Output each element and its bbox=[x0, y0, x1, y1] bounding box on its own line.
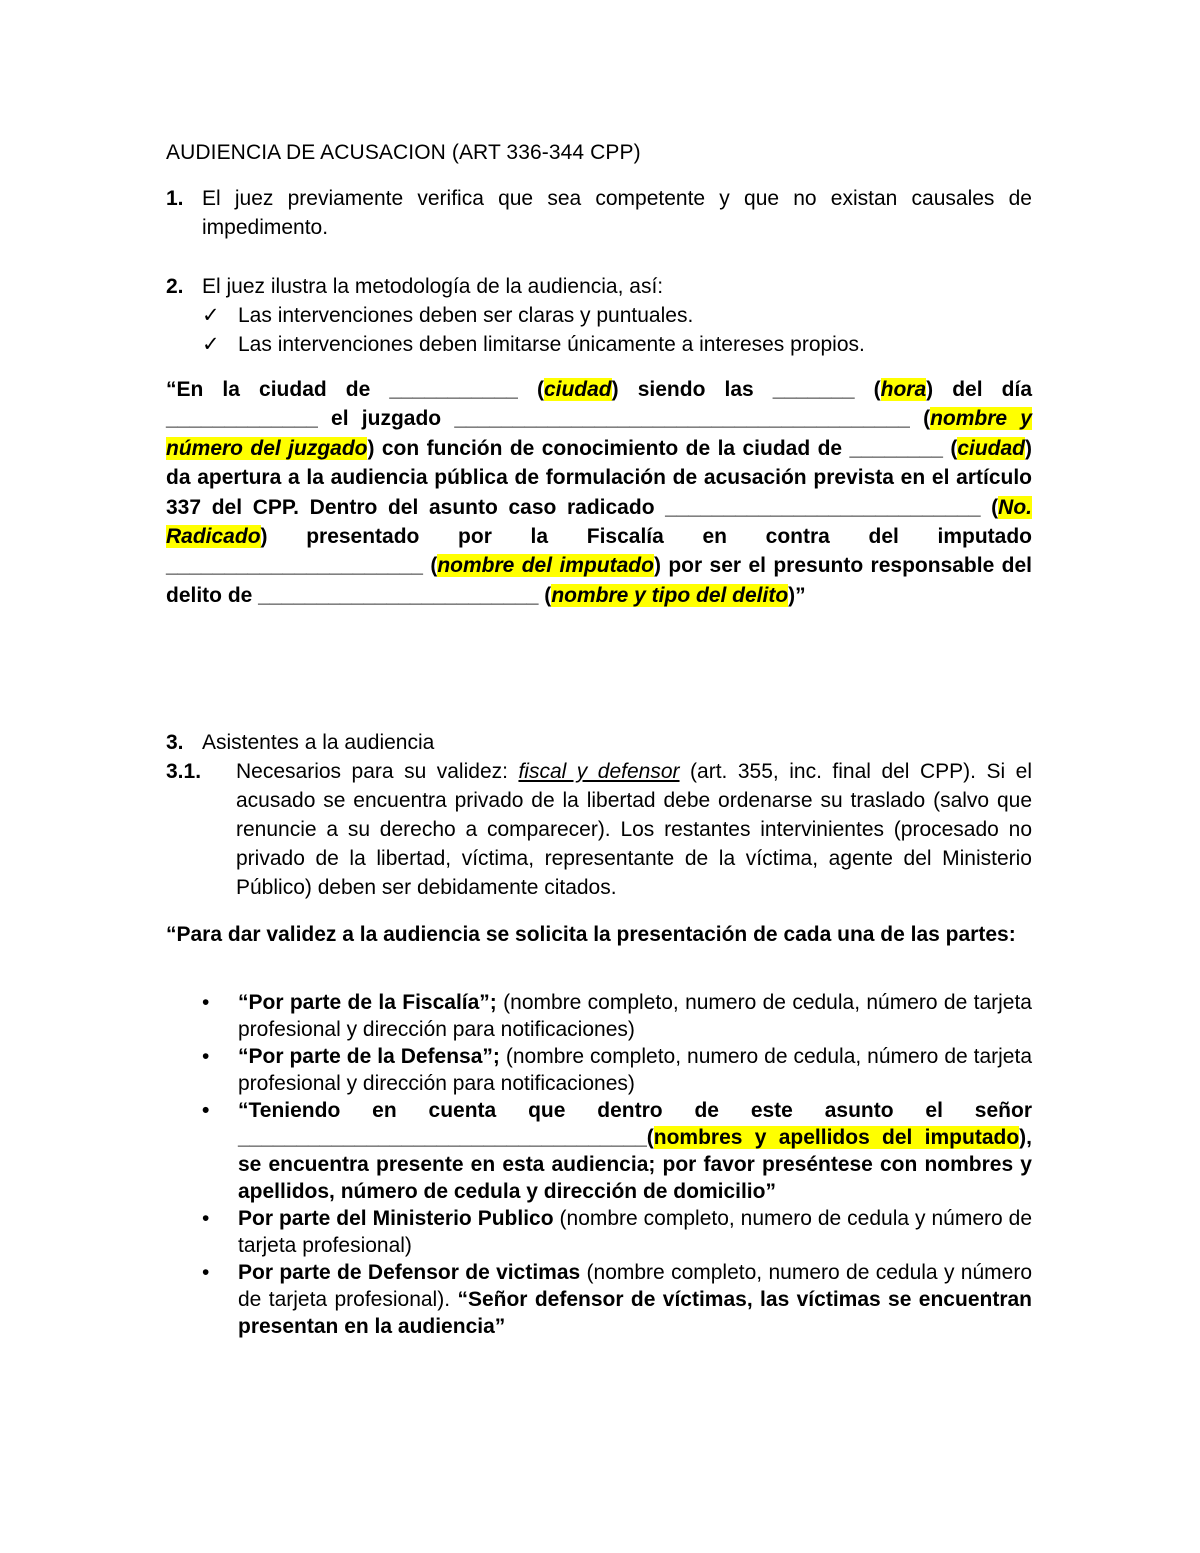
opening-quote: “En la ciudad de ___________ (ciudad) siendo las _______ (hora) del día _____________ el juzgado _______________________________________ (nombre y número del juzgado) con función de conocimiento de la ciudad de ________ (ciudad) da apertura a la audiencia pública de formulación de acusación prevista en el artículo 337 del CPP. Dentro del asunto caso radicado ___________________________ (No. Radicado) presentado por la Fiscalía en contra del imputado ______________________ (nombre del imputado) por ser el presunto responsable del delito de ________________________ (nombre y tipo del delito)” bbox=[166, 378, 1032, 607]
bullet-icon: • bbox=[202, 991, 210, 1014]
checkmark-icon: ✓ bbox=[202, 304, 220, 327]
validity-quote: “Para dar validez a la audiencia se solicita la presentación de cada una de las partes: bbox=[166, 923, 1016, 946]
placeholder-highlight: nombre y número del juzgado bbox=[166, 407, 1032, 460]
item-number: 3.1. bbox=[166, 760, 202, 783]
bullet-item-victimas: • Por parte de Defensor de victimas (nombre completo, numero de cedula y número de tarjeta profesional). “Señor defensor de víctimas, las víctimas se encuentran presentan en la audiencia” bbox=[202, 1261, 1032, 1338]
item-number: 2. bbox=[166, 275, 184, 298]
checklist bbox=[202, 301, 1032, 359]
list-item-3-1 bbox=[166, 757, 1032, 902]
underlined-text: fiscal y defensor bbox=[518, 760, 680, 783]
bullet-list bbox=[202, 989, 1032, 1340]
bullet-icon: • bbox=[202, 1045, 210, 1068]
item-number: 1. bbox=[166, 187, 184, 210]
bullet-item-imputado: • “Teniendo en cuenta que dentro de este asunto el señor ___________________________________(nombres y apellidos del imputado), se encuentra presente en esta audiencia; por favor preséntese con nombres y apellidos, número de cedula y dirección de domicilio” bbox=[202, 1099, 1032, 1203]
list-item-3 bbox=[166, 728, 1032, 757]
checkmark-icon: ✓ bbox=[202, 333, 220, 356]
placeholder-highlight: ciudad bbox=[957, 436, 1025, 460]
checklist-item: ✓ Las intervenciones deben ser claras y puntuales. bbox=[202, 301, 1032, 330]
bullet-item-fiscalia: • “Por parte de la Fiscalía”; (nombre completo, numero de cedula, número de tarjeta profesional y dirección para notificaciones) bbox=[202, 991, 1032, 1041]
placeholder-highlight: nombres y apellidos del imputado bbox=[653, 1126, 1020, 1149]
bullet-item-defensa: • “Por parte de la Defensa”; (nombre completo, numero de cedula, número de tarjeta profesional y dirección para notificaciones) bbox=[202, 1045, 1032, 1095]
placeholder-highlight: hora bbox=[880, 378, 927, 401]
placeholder-highlight: ciudad bbox=[543, 378, 612, 401]
item-text: Necesarios para su validez: fiscal y defensor (art. 355, inc. final del CPP). Si el acusado se encuentra privado de la libertad debe ordenarse su traslado (salvo que renuncie a su derecho a comparecer). Los restantes intervinientes (procesado no privado de la libertad, víctima, representante de la víctima, agente del Ministerio Público) deben ser debidamente citados. bbox=[236, 760, 1032, 899]
placeholder-highlight: nombre del imputado bbox=[437, 554, 654, 578]
bullet-icon: • bbox=[202, 1207, 210, 1230]
item-number: 3. bbox=[166, 731, 184, 754]
item-text: El juez ilustra la metodología de la audiencia, así: bbox=[202, 275, 664, 298]
bullet-icon: • bbox=[202, 1261, 210, 1284]
placeholder-highlight: No. Radicado bbox=[166, 495, 1032, 549]
item-text: El juez previamente verifica que sea competente y que no existan causales de impedimento. bbox=[202, 187, 1032, 239]
checklist-item: ✓ Las intervenciones deben limitarse únicamente a intereses propios. bbox=[202, 330, 1032, 359]
document-title: AUDIENCIA DE ACUSACION (ART 336-344 CPP) bbox=[166, 141, 641, 164]
placeholder-highlight: nombre y tipo del delito bbox=[551, 583, 789, 607]
list-item-1 bbox=[166, 184, 1032, 242]
item-text: Asistentes a la audiencia bbox=[202, 731, 435, 754]
bullet-item-ministerio: • Por parte del Ministerio Publico (nombre completo, numero de cedula y número de tarjeta profesional) bbox=[202, 1207, 1032, 1257]
list-item-2 bbox=[166, 272, 1032, 301]
bullet-icon: • bbox=[202, 1099, 210, 1122]
